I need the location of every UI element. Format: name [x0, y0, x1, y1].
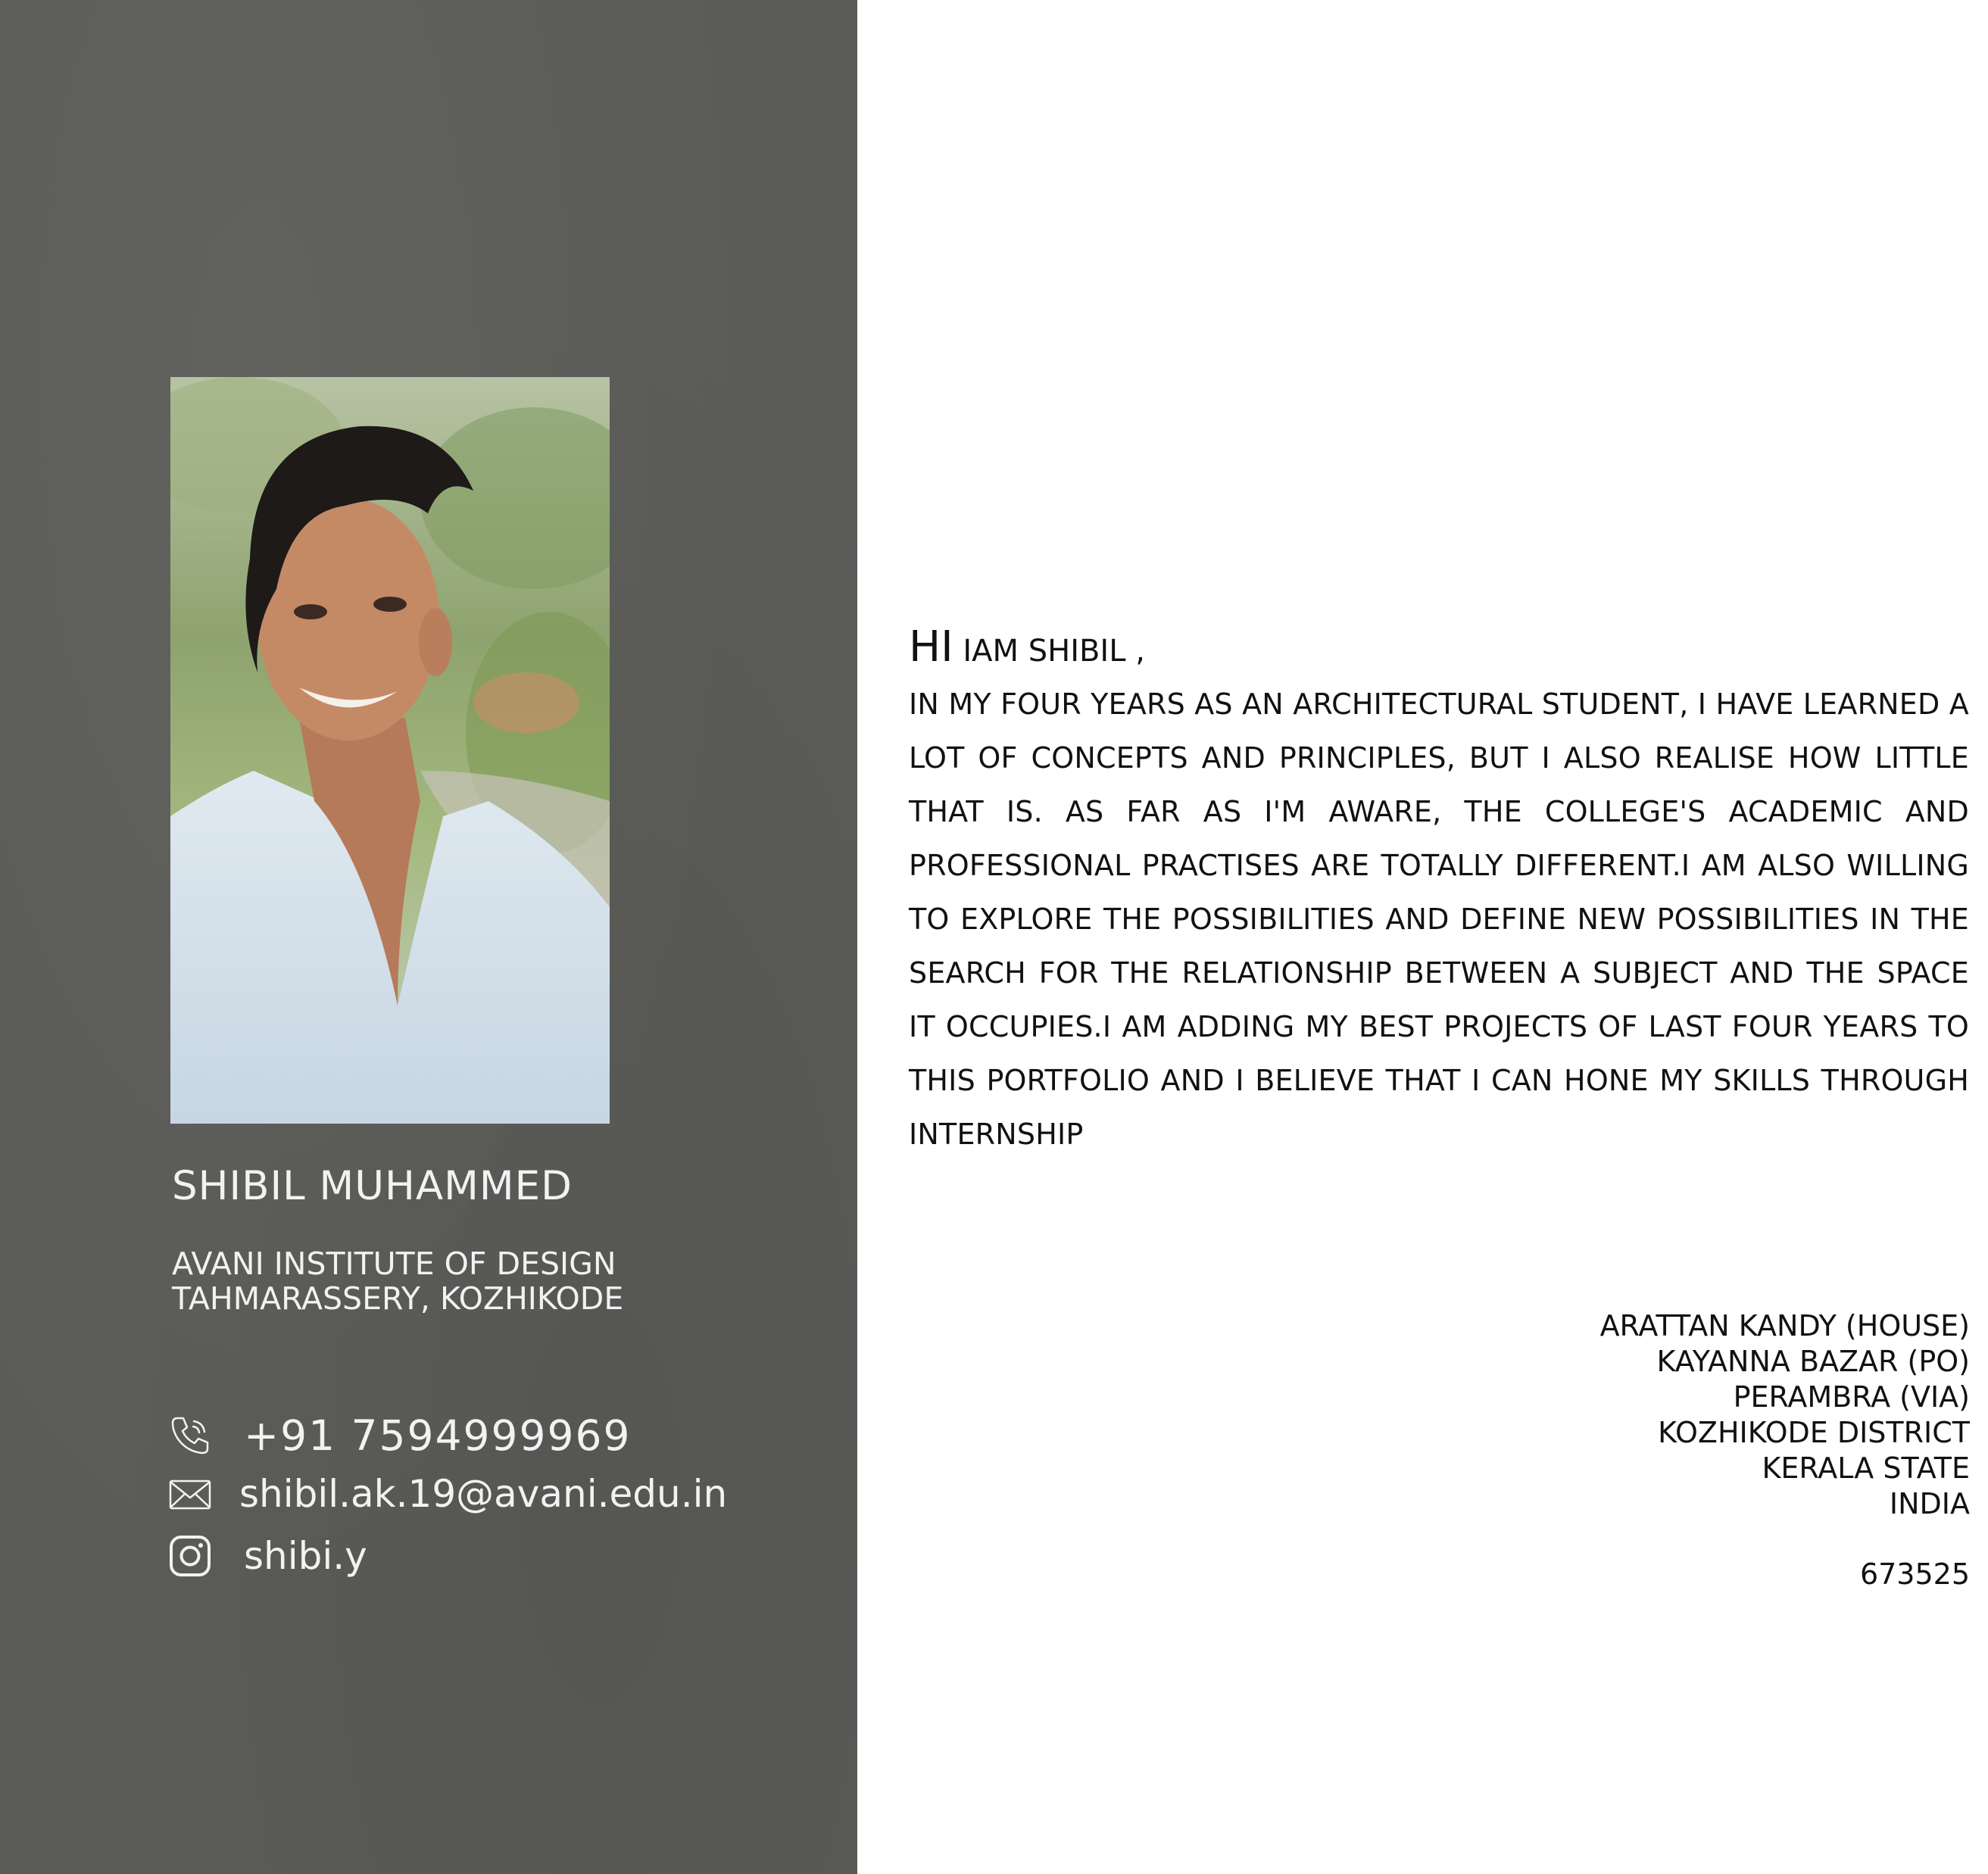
address-line: KERALA STATE	[1762, 1451, 1970, 1485]
profile-photo	[170, 377, 610, 1124]
address-block	[1600, 1308, 1970, 1592]
profile-name: SHIBIL MUHAMMED	[172, 1163, 573, 1209]
institute-location: TAHMARASSERY, KOZHIKODE	[172, 1280, 624, 1317]
instagram-handle: shibi.y	[244, 1534, 367, 1578]
greeting-name: IAM SHIBIL ,	[953, 634, 1145, 669]
postal-code: 673525	[1859, 1558, 1970, 1591]
contact-email[interactable]	[168, 1472, 727, 1516]
address-line: INDIA	[1889, 1487, 1970, 1520]
phone-icon	[168, 1414, 212, 1458]
intro-paragraph: IN MY FOUR YEARS AS AN ARCHITECTURAL STUDENT, I HAVE LEARNED A LOT OF CONCEPTS AND PRINCIPLES, BUT I ALSO REALISE HOW LITTLE THAT IS. AS FAR AS I'M AWARE, THE COLLEGE'S ACADEMIC AND PROFESSIONAL PRACTISES ARE TOTALLY DIFFERENT.I AM ALSO WILLING TO EXPLORE THE POSSIBILITIES AND DEFINE NEW POSSIBILITIES IN THE SEARCH FOR THE RELATIONSHIP BETWEEN A SUBJECT AND THE SPACE IT OCCUPIES.I AM ADDING MY BEST PROJECTS OF LAST FOUR YEARS TO THIS PORTFOLIO AND I BELIEVE THAT I CAN HONE MY SKILLS THROUGH INTERNSHIP	[909, 688, 1969, 1151]
instagram-icon	[168, 1534, 212, 1578]
institute-block	[172, 1246, 623, 1316]
institute-name: AVANI INSTITUTE OF DESIGN	[172, 1246, 616, 1282]
mail-icon	[168, 1472, 212, 1516]
contact-instagram[interactable]	[168, 1534, 367, 1578]
address-line: PERAMBRA (VIA)	[1733, 1380, 1970, 1414]
contact-phone[interactable]	[168, 1411, 631, 1460]
address-line: ARATTAN KANDY (HOUSE)	[1599, 1309, 1970, 1342]
greeting-hi: HI	[909, 622, 953, 672]
address-line: KOZHIKODE DISTRICT	[1658, 1416, 1970, 1449]
address-line: KAYANNA BAZAR (PO)	[1656, 1345, 1970, 1378]
email-address: shibil.ak.19@avani.edu.in	[239, 1472, 728, 1516]
profile-panel	[0, 0, 857, 1874]
phone-number: +91 7594999969	[244, 1411, 632, 1460]
greeting	[909, 621, 1969, 678]
portrait-image	[170, 377, 610, 1124]
intro-section	[909, 621, 1969, 1162]
